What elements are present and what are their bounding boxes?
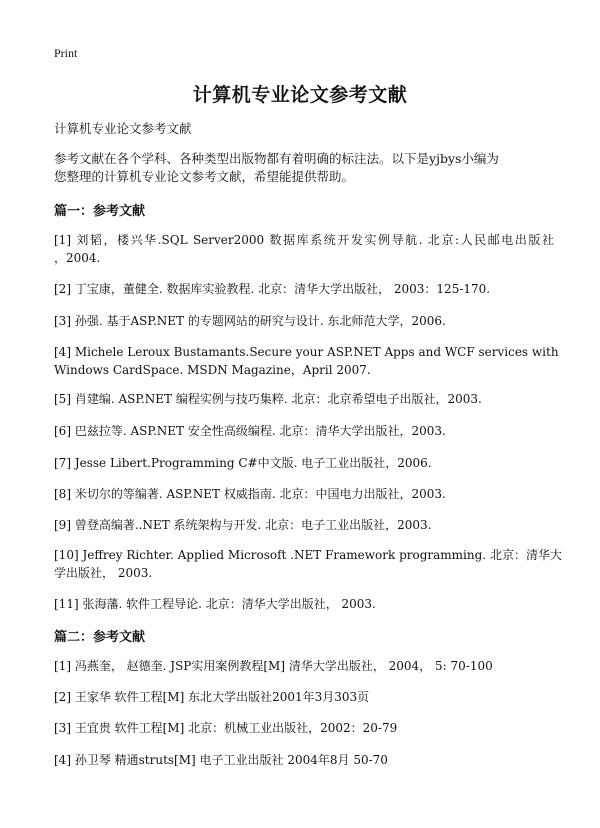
reference-item [54, 280, 554, 298]
intro-paragraph [54, 150, 554, 186]
intro-line: 您整理的计算机专业论文参考文献，希望能提供帮助。 [54, 169, 355, 184]
reference-item [54, 546, 562, 582]
reference-item [54, 231, 554, 267]
reference-item [54, 312, 554, 330]
reference-line: [8] 米切尔的等编著. ASP.NET 权威指南. 北京：中国电力出版社，2003. [54, 487, 446, 501]
reference-line: [2] 王家华 软件工程[M] 东北大学出版社2001年3月303页 [54, 690, 370, 704]
print-label: Print [54, 46, 78, 60]
reference-item [54, 657, 554, 675]
reference-line: [5] 肖建编. ASP.NET 编程实例与技巧集粹. 北京：北京希望电子出版社，2003. [54, 392, 482, 406]
reference-line: ，2004. [54, 251, 101, 265]
reference-item [54, 485, 554, 503]
reference-item [54, 688, 554, 706]
reference-line: Windows CardSpace. MSDN Magazine，April 2007. [54, 363, 371, 377]
reference-line: [2] 丁宝康，董健全. 数据库实验教程. 北京：清华大学出版社， 2003：125-170. [54, 282, 491, 296]
reference-item [54, 751, 554, 769]
document-subtitle: 计算机专业论文参考文献 [54, 121, 192, 136]
reference-item [54, 595, 554, 613]
reference-item [54, 516, 554, 534]
reference-line: [4] 孙卫琴 精通struts[M] 电子工业出版社 2004年8月 50-70 [54, 753, 388, 767]
section-heading: 篇一：参考文献 [54, 204, 146, 219]
reference-line: 学出版社， 2003. [54, 566, 153, 580]
reference-line: [1] 刘韬，楼兴华.SQL Server2000 数据库系统开发实例导航. 北京:人民邮电出版社 [54, 233, 554, 247]
reference-item [54, 422, 554, 440]
reference-line: [3] 王宜贵 软件工程[M] 北京：机械工业出版社，2002：20-79 [54, 721, 398, 735]
reference-item [54, 390, 554, 408]
reference-line: [10] Jeffrey Richter. Applied Microsoft .NET Framework programming. 北京：清华大 [54, 548, 562, 562]
reference-item [54, 719, 554, 737]
reference-item [54, 454, 554, 472]
reference-line: [6] 巴兹拉等. ASP.NET 安全性高级编程. 北京：清华大学出版社，2003. [54, 424, 446, 438]
reference-line: [1] 冯燕奎， 赵德奎. JSP实用案例教程[M] 清华大学出版社， 2004， 5: 70-100 [54, 659, 493, 673]
reference-line: [4] Michele Leroux Bustamants.Secure your ASP.NET Apps and WCF services with [54, 345, 559, 359]
intro-line: 参考文献在各个学科、各种类型出版物都有着明确的标注法。以下是yjbys小编为 [54, 151, 499, 166]
reference-line: [7] Jesse Libert.Programming C#中文版. 电子工业出版社，2006. [54, 456, 432, 470]
page-title: 计算机专业论文参考文献 [192, 84, 408, 106]
reference-line: [11] 张海藩. 软件工程导论. 北京：清华大学出版社， 2003. [54, 597, 376, 611]
reference-item [54, 343, 559, 379]
reference-line: [3] 孙强. 基于ASP.NET 的专题网站的研究与设计. 东北师范大学，2006. [54, 314, 446, 328]
reference-line: [9] 曾登高编著..NET 系统架构与开发. 北京：电子工业出版社，2003. [54, 518, 432, 532]
section-heading: 篇二：参考文献 [54, 630, 146, 645]
